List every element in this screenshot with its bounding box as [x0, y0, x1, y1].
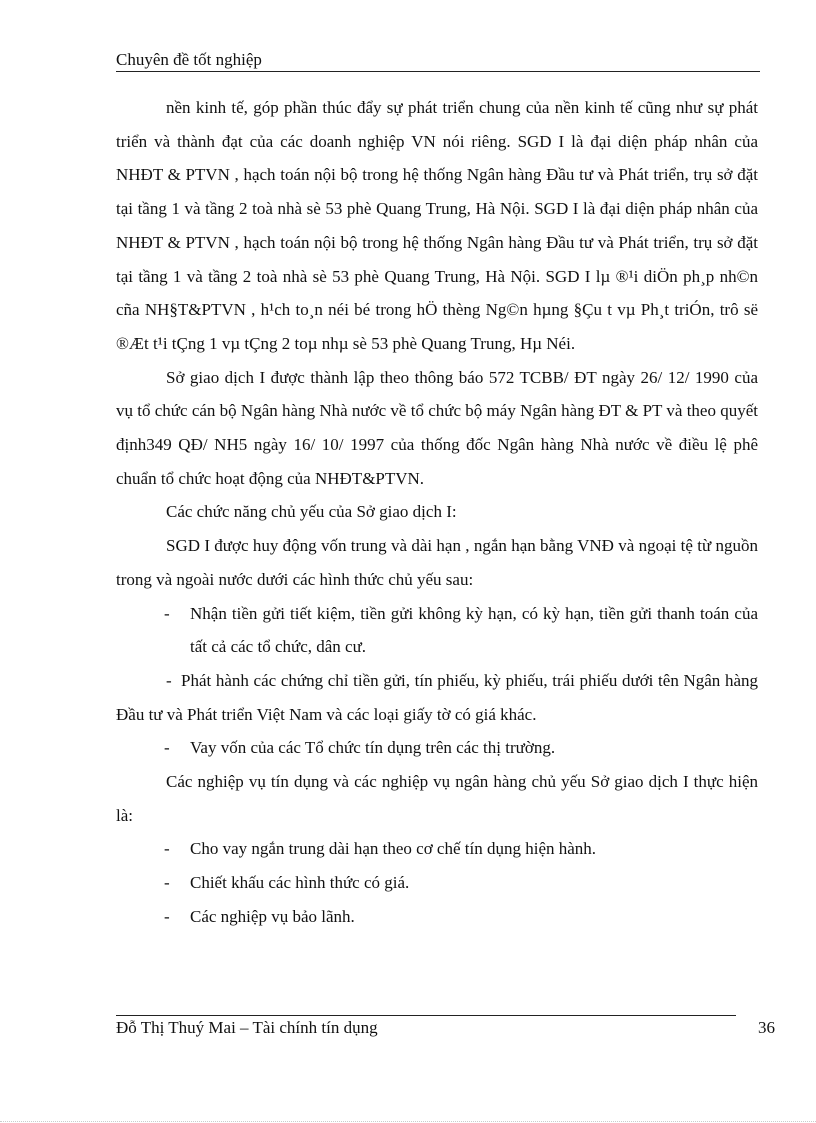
list-item-text: Chiết khấu các hình thức có giá.	[190, 873, 410, 893]
list-item-text: Vay vốn của các Tổ chức tín dụng trên các thị trường.	[190, 738, 556, 758]
bullet-dash: -	[164, 603, 170, 623]
page-bottom-divider	[0, 1121, 816, 1122]
paragraph-2: Sở giao dịch I được thành lập theo thông báo 572 TCBB/ ĐT ngày 26/ 12/ 1990 của vụ tổ chức cán bộ Ngân hàng Nhà nước về tổ chức bộ máy Ngân hàng ĐT & PT và theo quyết định349 QĐ/ NH5 ngày 16/ 10/ 1997 của thống đốc Ngân hàng Nhà nước về điều lệ phê chuẩn tổ chức hoạt động của NHĐT&PTVN.	[116, 367, 758, 488]
list-item-text: Các nghiệp vụ bảo lãnh.	[190, 906, 355, 926]
bullet-dash: -	[166, 670, 172, 690]
paragraph-4: SGD I được huy động vốn trung và dài hạn , ngắn hạn bằng VNĐ và ngoại tệ từ nguồn trong và ngoài nước dưới các hình thức chủ yếu sau:	[116, 536, 758, 589]
list-item	[116, 866, 758, 900]
list-item	[116, 900, 758, 934]
list-item	[116, 664, 758, 731]
running-header: Chuyên đề tốt nghiệp	[116, 50, 262, 69]
header-rule	[116, 71, 760, 72]
list-item	[116, 832, 758, 866]
paragraph-3: Các chức năng chủ yếu của Sở giao dịch I:	[166, 502, 457, 522]
list-item	[116, 597, 758, 664]
paragraph-1: nền kinh tế, góp phần thúc đẩy sự phát triển chung của nền kinh tế cũng như sự phát triển và thành đạt của các doanh nghiệp VN nói riêng. SGD I là đại diện pháp nhân của NHĐT & PTVN , hạch toán nội bộ trong hệ thống Ngân hàng Đầu tư và Phát triển, trụ sở đặt tại tầng 1 và tầng 2 toà nhà sè 53 phè Quang Trung, Hà Nội. SGD I là đại diện pháp nhân của NHĐT & PTVN , hạch toán nội bộ trong hệ thống Ngân hàng Đầu tư và Phát triển, trụ sở đặt tại tầng 1 và tầng 2 toà nhà sè 53 phè Quang Trung, Hà Nội. SGD I lµ ®¹i diÖn ph¸p nh©n cña NH§T&PTVN , h¹ch to¸n néi bé trong hÖ thèng Ng©n hµng §Çu t vµ Ph¸t triÓn, trô së ®Æt t¹i tÇng 1 vµ tÇng 2 toµ nhµ sè 53 phè Quang Trung, Hµ Néi.	[116, 98, 758, 353]
bullet-dash: -	[164, 839, 170, 859]
list-item-text: Nhận tiền gửi tiết kiệm, tiền gửi không kỳ hạn, có kỳ hạn, tiền gửi thanh toán của tất cả các tổ chức, dân cư.	[190, 603, 758, 657]
bullet-dash: -	[164, 738, 170, 758]
footer-author: Đỗ Thị Thuý Mai – Tài chính tín dụng	[116, 1018, 378, 1037]
bullet-dash: -	[164, 873, 170, 893]
list-item-text: Phát hành các chứng chỉ tiền gửi, tín phiếu, kỳ phiếu, trái phiếu dưới tên Ngân hàng Đầu tư và Phát triển Việt Nam và các loại giấy tờ có giá khác.	[116, 670, 758, 724]
paragraph-5: Các nghiệp vụ tín dụng và các nghiệp vụ ngân hàng chủ yếu Sở giao dịch I thực hiện là:	[116, 772, 758, 825]
body-text	[116, 91, 758, 934]
page-number: 36	[758, 1018, 775, 1037]
bullet-dash: -	[164, 906, 170, 926]
list-item	[116, 731, 758, 765]
footer-rule	[116, 1015, 736, 1016]
list-item-text: Cho vay ngắn trung dài hạn theo cơ chế tín dụng hiện hành.	[190, 839, 597, 859]
